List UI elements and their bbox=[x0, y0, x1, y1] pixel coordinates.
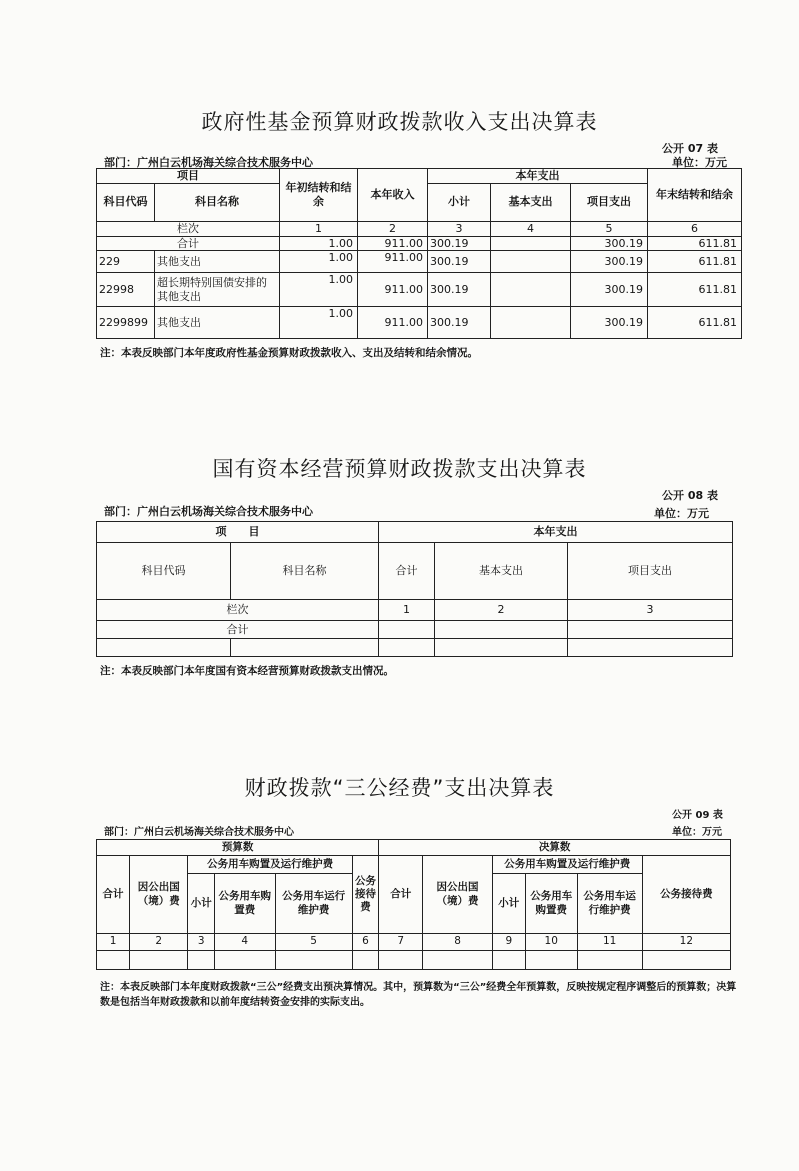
header-basic: 基本支出 bbox=[435, 543, 568, 600]
empty-cell bbox=[423, 951, 492, 970]
table-row bbox=[97, 307, 742, 339]
table07-unit: 单位：万元 bbox=[672, 156, 727, 169]
header-project: 项目支出 bbox=[571, 183, 648, 221]
header-code: 科目代码 bbox=[97, 183, 155, 221]
cell-basic bbox=[491, 307, 571, 339]
cell-subtotal: 300.19 bbox=[428, 307, 491, 339]
cell-begin: 1.00 bbox=[280, 251, 358, 273]
cell-end: 611.81 bbox=[648, 307, 742, 339]
col-number: 7 bbox=[379, 934, 423, 951]
empty-cell bbox=[525, 951, 577, 970]
header-total: 合计 bbox=[379, 856, 423, 934]
table-row bbox=[97, 251, 742, 273]
cell-subtotal: 300.19 bbox=[428, 273, 491, 307]
header-car-run: 公务用车运行维护费 bbox=[275, 874, 352, 934]
col-number-row bbox=[97, 221, 742, 236]
header-car-buy: 公务用车购置费 bbox=[525, 874, 577, 934]
header-name: 科目名称 bbox=[231, 543, 379, 600]
empty-cell bbox=[379, 639, 435, 657]
cell-income: 911.00 bbox=[358, 273, 428, 307]
cell-end: 611.81 bbox=[648, 236, 742, 251]
table09-note: 注：本表反映部门本年度财政拨款“三公”经费支出预决算情况。其中，预算数为“三公”经费全年预算数，反映按规定程序调整后的预算数；决算数是包括当年财政拨款和以前年度结转资金安排的实际支出。 bbox=[100, 982, 737, 1008]
cell-code: 22998 bbox=[97, 273, 155, 307]
header-begin: 年初结转和结余 bbox=[280, 169, 358, 222]
header-expense: 本年支出 bbox=[379, 522, 733, 543]
table08-note: 注：本表反映部门本年度国有资本经营预算财政拨款支出情况。 bbox=[100, 665, 394, 677]
header-end: 年末结转和结余 bbox=[648, 169, 742, 222]
table09-form-code: 公开 09 表 bbox=[672, 810, 723, 821]
cell-basic bbox=[491, 236, 571, 251]
header-car: 公务用车购置及运行维护费 bbox=[188, 856, 352, 874]
col-number: 8 bbox=[423, 934, 492, 951]
table07 bbox=[96, 168, 742, 339]
table08-dept: 部门：广州白云机场海关综合技术服务中心 bbox=[104, 505, 313, 518]
header-subtotal: 小计 bbox=[428, 183, 491, 221]
col-number: 4 bbox=[214, 934, 275, 951]
col-number: 2 bbox=[130, 934, 188, 951]
header-budget: 预算数 bbox=[97, 840, 379, 856]
cell-end: 611.81 bbox=[648, 251, 742, 273]
cell-income: 911.00 bbox=[358, 236, 428, 251]
table09-unit: 单位：万元 bbox=[672, 827, 722, 838]
header-code: 科目代码 bbox=[97, 543, 231, 600]
table-row bbox=[97, 273, 742, 307]
total-label: 合计 bbox=[97, 236, 280, 251]
empty-cell bbox=[352, 951, 378, 970]
cell-project: 300.19 bbox=[571, 236, 648, 251]
empty-cell bbox=[568, 639, 733, 657]
cell-subtotal: 300.19 bbox=[428, 251, 491, 273]
col-number: 1 bbox=[97, 934, 130, 951]
table09 bbox=[96, 839, 731, 970]
col-number: 6 bbox=[352, 934, 378, 951]
empty-cell bbox=[275, 951, 352, 970]
col-number: 9 bbox=[492, 934, 525, 951]
col-label: 栏次 bbox=[97, 221, 280, 236]
col-number: 3 bbox=[188, 934, 214, 951]
col-label: 栏次 bbox=[97, 600, 379, 621]
header-subtotal: 小计 bbox=[492, 874, 525, 934]
header-reception: 公务接待费 bbox=[352, 856, 378, 934]
empty-cell bbox=[492, 951, 525, 970]
col-number-row bbox=[97, 600, 733, 621]
empty-cell bbox=[379, 621, 435, 639]
header-item: 项目 bbox=[97, 169, 280, 184]
cell-project: 300.19 bbox=[571, 251, 648, 273]
empty-cell bbox=[97, 951, 130, 970]
col-number: 4 bbox=[491, 221, 571, 236]
total-row bbox=[97, 236, 742, 251]
cell-income: 911.00 bbox=[358, 307, 428, 339]
col-number: 1 bbox=[379, 600, 435, 621]
col-number: 3 bbox=[428, 221, 491, 236]
col-number: 6 bbox=[648, 221, 742, 236]
header-car: 公务用车购置及运行维护费 bbox=[492, 856, 642, 874]
col-number: 12 bbox=[642, 934, 730, 951]
header-abroad: 因公出国（境）费 bbox=[423, 856, 492, 934]
header-income: 本年收入 bbox=[358, 169, 428, 222]
header-final: 决算数 bbox=[379, 840, 731, 856]
cell-name: 其他支出 bbox=[155, 307, 280, 339]
header-subtotal: 小计 bbox=[188, 874, 214, 934]
table07-title: 政府性基金预算财政拨款收入支出决算表 bbox=[201, 110, 598, 134]
header-name: 科目名称 bbox=[155, 183, 280, 221]
cell-name: 超长期特别国债安排的其他支出 bbox=[155, 273, 280, 307]
empty-cell bbox=[577, 951, 642, 970]
total-row bbox=[97, 621, 733, 639]
cell-name: 其他支出 bbox=[155, 251, 280, 273]
empty-cell bbox=[435, 621, 568, 639]
table09-dept: 部门：广州白云机场海关综合技术服务中心 bbox=[104, 827, 294, 838]
empty-cell bbox=[435, 639, 568, 657]
table07-form-code: 公开 07 表 bbox=[662, 142, 718, 155]
cell-basic bbox=[491, 273, 571, 307]
empty-cell bbox=[188, 951, 214, 970]
col-number: 2 bbox=[435, 600, 568, 621]
cell-basic bbox=[491, 251, 571, 273]
col-number: 2 bbox=[358, 221, 428, 236]
header-car-run: 公务用车运行维护费 bbox=[577, 874, 642, 934]
empty-cell bbox=[214, 951, 275, 970]
header-total: 合计 bbox=[97, 856, 130, 934]
cell-code: 2299899 bbox=[97, 307, 155, 339]
empty-cell bbox=[231, 639, 379, 657]
empty-cell bbox=[568, 621, 733, 639]
cell-begin: 1.00 bbox=[280, 236, 358, 251]
col-number-row bbox=[97, 934, 731, 951]
empty-cell bbox=[97, 639, 231, 657]
col-number: 1 bbox=[280, 221, 358, 236]
cell-income: 911.00 bbox=[358, 251, 428, 273]
col-number: 11 bbox=[577, 934, 642, 951]
table08-unit: 单位：万元 bbox=[654, 507, 709, 520]
header-reception: 公务接待费 bbox=[642, 856, 730, 934]
header-basic: 基本支出 bbox=[491, 183, 571, 221]
cell-project: 300.19 bbox=[571, 273, 648, 307]
cell-begin: 1.00 bbox=[280, 307, 358, 339]
total-label: 合计 bbox=[97, 621, 379, 639]
col-number: 5 bbox=[275, 934, 352, 951]
table08-title: 国有资本经营预算财政拨款支出决算表 bbox=[212, 457, 587, 481]
table07-note: 注：本表反映部门本年度政府性基金预算财政拨款收入、支出及结转和结余情况。 bbox=[100, 347, 478, 359]
cell-begin: 1.00 bbox=[280, 273, 358, 307]
cell-end: 611.81 bbox=[648, 273, 742, 307]
cell-code: 229 bbox=[97, 251, 155, 273]
table08 bbox=[96, 521, 733, 657]
col-number: 10 bbox=[525, 934, 577, 951]
header-total: 合计 bbox=[379, 543, 435, 600]
empty-cell bbox=[379, 951, 423, 970]
table08-form-code: 公开 08 表 bbox=[662, 489, 718, 502]
header-car-buy: 公务用车购置费 bbox=[214, 874, 275, 934]
table-row bbox=[97, 951, 731, 970]
table-row bbox=[97, 639, 733, 657]
cell-project: 300.19 bbox=[571, 307, 648, 339]
table09-title: 财政拨款“三公经费”支出决算表 bbox=[244, 776, 555, 800]
header-project: 项目支出 bbox=[568, 543, 733, 600]
header-abroad: 因公出国（境）费 bbox=[130, 856, 188, 934]
cell-subtotal: 300.19 bbox=[428, 236, 491, 251]
header-expense: 本年支出 bbox=[428, 169, 648, 184]
table07-dept: 部门：广州白云机场海关综合技术服务中心 bbox=[104, 156, 313, 169]
empty-cell bbox=[130, 951, 188, 970]
header-item: 项 目 bbox=[97, 522, 379, 543]
empty-cell bbox=[642, 951, 730, 970]
col-number: 5 bbox=[571, 221, 648, 236]
col-number: 3 bbox=[568, 600, 733, 621]
